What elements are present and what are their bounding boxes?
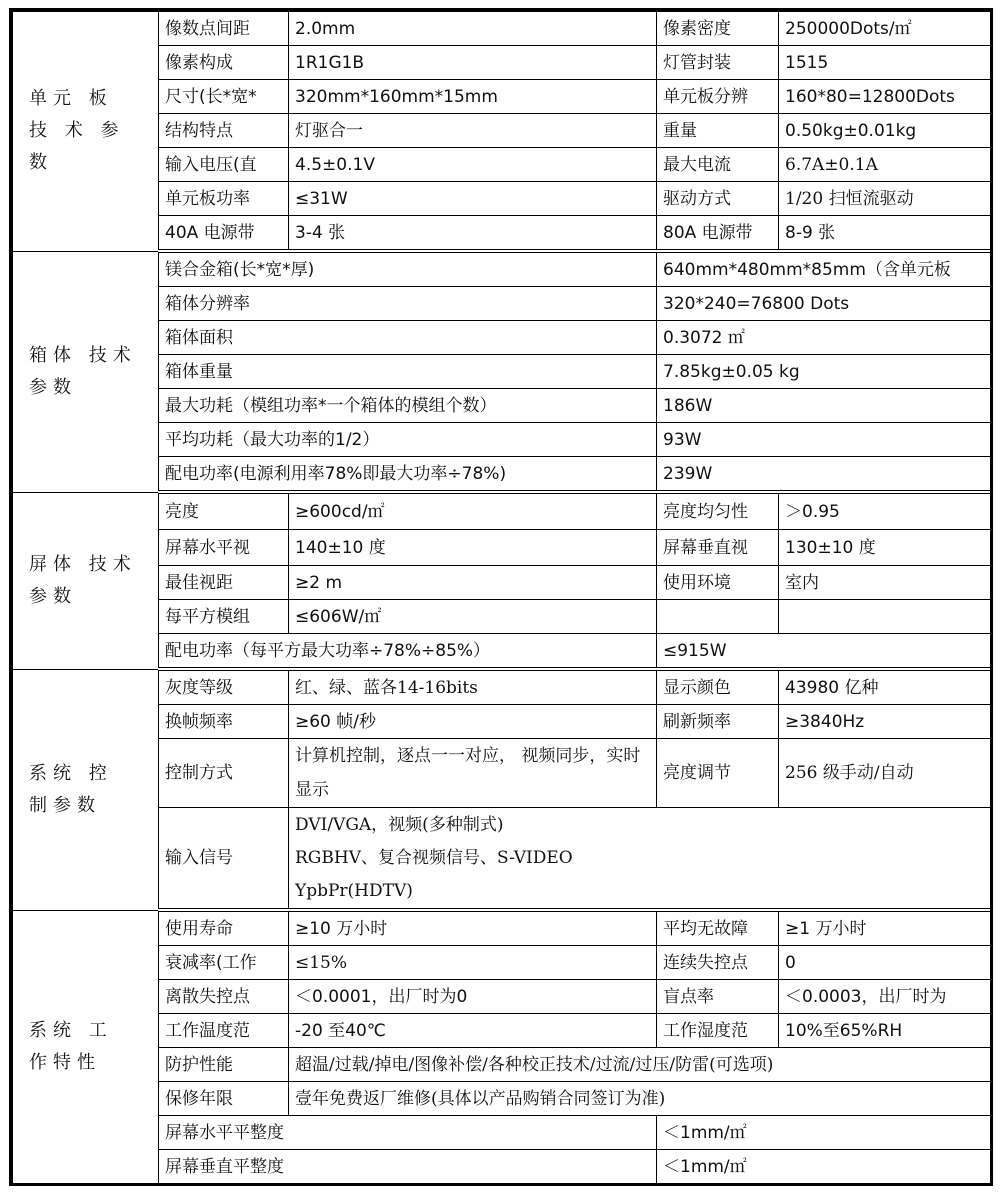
group-label-control: 系统 控 制参数 xyxy=(13,669,159,910)
param-value: ≤15% xyxy=(289,946,657,980)
param-name: 保修年限 xyxy=(159,1082,289,1116)
table-row xyxy=(13,1014,991,1048)
table-row xyxy=(13,600,991,634)
param-name: 防护性能 xyxy=(159,1048,289,1082)
table-row xyxy=(13,80,991,114)
param-name: 离散失控点 xyxy=(159,980,289,1014)
param-value: ≥2 m xyxy=(289,566,657,600)
param-name: 亮度均匀性 xyxy=(657,492,779,530)
param-name: 配电功率（每平方最大功率÷78%÷85%） xyxy=(159,634,657,670)
param-name: 盲点率 xyxy=(657,980,779,1014)
param-name: 单元板功率 xyxy=(159,182,289,216)
param-name: 屏幕垂直平整度 xyxy=(159,1150,657,1184)
param-value: 320mm*160mm*15mm xyxy=(289,80,657,114)
table-row xyxy=(13,1048,991,1082)
param-name: 单元板分辨 xyxy=(657,80,779,114)
param-name: 控制方式 xyxy=(159,739,289,808)
table-row xyxy=(13,634,991,670)
table-row xyxy=(13,808,991,911)
param-value: 6.7A±0.1A xyxy=(779,148,991,182)
param-name: 尺寸(长*宽* xyxy=(159,80,289,114)
table-row xyxy=(13,457,991,493)
param-value: 250000Dots/㎡ xyxy=(779,12,991,46)
param-name: 箱体分辨率 xyxy=(159,287,657,321)
param-name: 箱体重量 xyxy=(159,355,657,389)
table-row xyxy=(13,705,991,739)
param-name: 驱动方式 xyxy=(657,182,779,216)
table-row xyxy=(13,12,991,46)
param-value: 10%至65%RH xyxy=(779,1014,991,1048)
param-value: 0.3072 ㎡ xyxy=(657,321,991,355)
group-label-unit-board: 单元 板 技 术 参数 xyxy=(13,12,159,252)
table-row xyxy=(13,980,991,1014)
spec-table xyxy=(12,11,991,1184)
table-row xyxy=(13,1082,991,1116)
param-name: 像素构成 xyxy=(159,46,289,80)
param-value: 640mm*480mm*85mm（含单元板 xyxy=(657,251,991,287)
table-row xyxy=(13,114,991,148)
table-row xyxy=(13,355,991,389)
param-value: 7.85kg±0.05 kg xyxy=(657,355,991,389)
param-name: 最大功耗（模组功率*一个箱体的模组个数） xyxy=(159,389,657,423)
param-name: 显示颜色 xyxy=(657,669,779,705)
spec-table-frame xyxy=(9,8,993,1186)
table-row xyxy=(13,1116,991,1150)
param-name: 换帧频率 xyxy=(159,705,289,739)
param-name: 平均无故障 xyxy=(657,910,779,946)
param-name: 镁合金箱(长*宽*厚) xyxy=(159,251,657,287)
param-name: 刷新频率 xyxy=(657,705,779,739)
param-value: 8-9 张 xyxy=(779,216,991,252)
param-value: ≥600cd/㎡ xyxy=(289,492,657,530)
param-name: 屏幕垂直视 xyxy=(657,530,779,566)
param-name: 使用寿命 xyxy=(159,910,289,946)
param-name: 80A 电源带 xyxy=(657,216,779,252)
param-value: 140±10 度 xyxy=(289,530,657,566)
param-name: 工作湿度范 xyxy=(657,1014,779,1048)
param-name: 40A 电源带 xyxy=(159,216,289,252)
param-value: 0.50kg±0.01kg xyxy=(779,114,991,148)
group-label-cabinet: 箱体 技术 参数 xyxy=(13,251,159,492)
param-name: 配电功率(电源利用率78%即最大功率÷78%) xyxy=(159,457,657,493)
param-value: 186W xyxy=(657,389,991,423)
param-value: 320*240=76800 Dots xyxy=(657,287,991,321)
param-value: ≤606W/㎡ xyxy=(289,600,657,634)
input-signal-line: DVI/VGA，视频(多种制式) xyxy=(295,814,504,835)
table-row xyxy=(13,321,991,355)
table-row xyxy=(13,530,991,566)
param-value: ≥3840Hz xyxy=(779,705,991,739)
param-value: 256 级手动/自动 xyxy=(779,739,991,808)
param-value: -20 至40℃ xyxy=(289,1014,657,1048)
table-row xyxy=(13,492,991,530)
param-name: 输入电压(直 xyxy=(159,148,289,182)
param-value: 1/20 扫恒流驱动 xyxy=(779,182,991,216)
param-value: 0 xyxy=(779,946,991,980)
param-value: 超温/过载/掉电/图像补偿/各种校正技术/过流/过压/防雷(可选项) xyxy=(289,1048,991,1082)
param-value: ＜0.0003，出厂时为 xyxy=(779,980,991,1014)
param-name: 工作温度范 xyxy=(159,1014,289,1048)
param-name: 灯管封装 xyxy=(657,46,779,80)
param-name: 屏幕水平平整度 xyxy=(159,1116,657,1150)
table-row xyxy=(13,946,991,980)
param-name: 使用环境 xyxy=(657,566,779,600)
table-row xyxy=(13,148,991,182)
param-name: 输入信号 xyxy=(159,808,289,911)
param-value: 红、绿、蓝各14-16bits xyxy=(289,669,657,705)
param-value: 1515 xyxy=(779,46,991,80)
table-row xyxy=(13,216,991,252)
table-row xyxy=(13,287,991,321)
param-name: 箱体面积 xyxy=(159,321,657,355)
param-name: 亮度 xyxy=(159,492,289,530)
param-name: 亮度调节 xyxy=(657,739,779,808)
param-value: 室内 xyxy=(779,566,991,600)
table-row xyxy=(13,182,991,216)
param-value: 3-4 张 xyxy=(289,216,657,252)
param-value: ＜1mm/㎡ xyxy=(657,1116,991,1150)
param-value: ＜0.0001，出厂时为0 xyxy=(289,980,657,1014)
table-row xyxy=(13,566,991,600)
table-row xyxy=(13,739,991,808)
table-row xyxy=(13,1150,991,1184)
param-value: 计算机控制，逐点一一对应， 视频同步，实时显示 xyxy=(289,739,657,808)
param-name: 连续失控点 xyxy=(657,946,779,980)
param-name: 重量 xyxy=(657,114,779,148)
param-value: 1R1G1B xyxy=(289,46,657,80)
table-row xyxy=(13,389,991,423)
param-value: 4.5±0.1V xyxy=(289,148,657,182)
table-row xyxy=(13,910,991,946)
param-value: ≥1 万小时 xyxy=(779,910,991,946)
param-name: 像数点间距 xyxy=(159,12,289,46)
param-name: 结构特点 xyxy=(159,114,289,148)
param-value: ≤915W xyxy=(657,634,991,670)
param-value: 灯驱合一 xyxy=(289,114,657,148)
param-name: 像素密度 xyxy=(657,12,779,46)
param-name xyxy=(657,600,779,634)
table-row xyxy=(13,423,991,457)
input-signal-list xyxy=(289,808,991,911)
param-value: ＜1mm/㎡ xyxy=(657,1150,991,1184)
table-row xyxy=(13,46,991,80)
param-value: 160*80=12800Dots xyxy=(779,80,991,114)
param-name: 衰减率(工作 xyxy=(159,946,289,980)
table-row xyxy=(13,251,991,287)
param-value: 43980 亿种 xyxy=(779,669,991,705)
table-row xyxy=(13,669,991,705)
param-value: ＞0.95 xyxy=(779,492,991,530)
param-name: 每平方模组 xyxy=(159,600,289,634)
param-value: 130±10 度 xyxy=(779,530,991,566)
group-label-working: 系统 工 作特性 xyxy=(13,910,159,1184)
param-value: 239W xyxy=(657,457,991,493)
input-signal-line: YpbPr(HDTV) xyxy=(295,880,413,901)
param-value: 93W xyxy=(657,423,991,457)
param-name: 灰度等级 xyxy=(159,669,289,705)
param-value: ≥60 帧/秒 xyxy=(289,705,657,739)
param-name: 屏幕水平视 xyxy=(159,530,289,566)
param-name: 最大电流 xyxy=(657,148,779,182)
param-value: 壹年免费返厂维修(具体以产品购销合同签订为准) xyxy=(289,1082,991,1116)
input-signal-line: RGBHV、复合视频信号、S-VIDEO xyxy=(295,847,573,868)
param-value: ≤31W xyxy=(289,182,657,216)
group-label-screen: 屏体 技术 参数 xyxy=(13,492,159,669)
param-name: 最佳视距 xyxy=(159,566,289,600)
param-value: 2.0mm xyxy=(289,12,657,46)
param-value xyxy=(779,600,991,634)
param-name: 平均功耗（最大功率的1/2） xyxy=(159,423,657,457)
param-value: ≥10 万小时 xyxy=(289,910,657,946)
